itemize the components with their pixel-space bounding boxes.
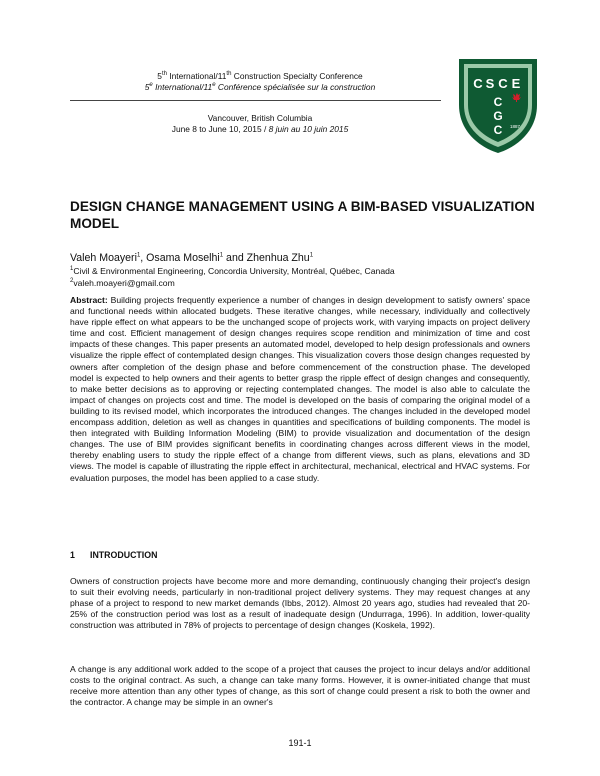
conference-dates bbox=[70, 124, 450, 135]
author-name: Zhenhua Zhu bbox=[246, 252, 310, 264]
header-divider bbox=[70, 100, 441, 101]
abstract bbox=[70, 295, 530, 484]
page-number: 191-1 bbox=[288, 738, 312, 748]
affiliation-mark: 1 bbox=[309, 252, 314, 259]
conference-text: International/11 bbox=[166, 71, 227, 81]
abstract-label: Abstract: bbox=[70, 295, 108, 305]
logo-letter: G bbox=[493, 109, 503, 123]
superscript: e bbox=[149, 82, 153, 89]
affiliation-text: Civil & Environmental Engineering, Concordia University, Montréal, Québec, Canada bbox=[73, 266, 395, 276]
abstract-text: Building projects frequently experience a number of changes in design development to satisfy owners' space and functional needs within allocated budgets. These iterative changes, while necessary, individually and collectively have ripple effect on what appears to be the unchanged scope of projects work, with varying impacts on project delivery time and cost. Efficient management of design changes requires scope rendition and minimization of time and cost impacts of these changes. This paper presents an automated model, developed to help design professionals and owners visualize the ripple effect of contemplated design changes. This visualization covers those design changes requested by owners after completion of the design phase and before commencement of the construction phase. The developed model is expected to help owners and their agents to better grasp the ripple effect of design changes and consequently, to make better decisions as to approving or rejecting contemplated changes. The model is also able to calculate the impact of changes on projects cost and time. The model is developed on the basis of comparing the original model of a building to its revised model, which incorporates the introduced changes. The changes included in the developed model encompass addition, deletion as well as changes in quantities and specifications of building components. The model is then integrated with Building Information Modeling (BIM) to provide visualization and documentation of the design changes. The use of BIM provides significant benefits in coordinating changes across different views in the model, thereby enabling users to study the ripple effect of a change from different views, such as plans, elevations and 3D views. The model is capable of illustrating the ripple effect in architectural, mechanical, electrical and HVAC systems. For evaluation purposes, the model has been applied to a case study. bbox=[70, 295, 530, 483]
affiliation-mark: 2 bbox=[70, 278, 74, 285]
paper-title: DESIGN CHANGE MANAGEMENT USING A BIM-BASED VISUALIZATION MODEL bbox=[70, 199, 535, 231]
logo-letter: S bbox=[485, 76, 495, 91]
edition-number: 5 bbox=[144, 82, 150, 92]
logo-letter: E bbox=[511, 76, 521, 91]
section-heading bbox=[70, 550, 157, 560]
author-email bbox=[70, 278, 175, 288]
superscript: e bbox=[212, 82, 216, 89]
affiliation bbox=[70, 266, 395, 276]
affiliation-mark: 1 bbox=[219, 252, 224, 259]
section-number: 1 bbox=[70, 550, 75, 560]
conference-text: Conférence spécialisée sur la construction bbox=[215, 82, 376, 92]
conference-venue: Vancouver, British Columbia bbox=[207, 113, 313, 123]
intro-paragraph: Owners of construction projects have become more and more demanding, continuously changing their project's design to suit their evolving needs, particularly in non-traditional project delivery systems. They may request changes at any phase of a project to respond to new market demands (Ibbs, 2012). Almost 20 years ago, studies had revealed that 20-25% of the construction period was lost as a result of inadequate design (Undurraga, 1996). In addition, lower-quality construction was attributed in 78% of projects to percentage of design changes (Koskela, 1992). bbox=[70, 576, 530, 631]
conference-title-french bbox=[70, 82, 450, 93]
edition-number: 5 bbox=[157, 71, 162, 81]
dates-english: June 8 to June 10, 2015 / bbox=[171, 124, 269, 134]
affiliation-mark: 1 bbox=[136, 252, 141, 259]
logo-year: 1887 bbox=[509, 124, 521, 129]
author-separator: , bbox=[140, 252, 147, 264]
csce-logo bbox=[455, 55, 541, 155]
superscript: th bbox=[226, 71, 232, 78]
conference-text: International/11 bbox=[152, 82, 213, 92]
conference-title-english bbox=[70, 71, 450, 82]
logo-letter: C bbox=[493, 95, 503, 109]
section-title: INTRODUCTION bbox=[90, 550, 158, 560]
author-separator: and bbox=[223, 252, 247, 264]
author-name: Valeh Moayeri bbox=[70, 252, 137, 264]
superscript: th bbox=[161, 71, 167, 78]
logo-letter: C bbox=[473, 76, 483, 91]
email-text: valeh.moayeri@gmail.com bbox=[73, 278, 175, 288]
conference-text: Construction Specialty Conference bbox=[231, 71, 363, 81]
logo-letter: C bbox=[493, 123, 503, 137]
author-list bbox=[70, 252, 313, 264]
logo-letter: C bbox=[498, 76, 508, 91]
author-name: Osama Moselhi bbox=[146, 252, 220, 264]
affiliation-mark: 1 bbox=[70, 266, 74, 273]
intro-paragraph: A change is any additional work added to the scope of a project that causes the project to incur delays and/or additional costs to the original contract. As such, a change can take many forms. However, it is owner-initiated change that must receive more attention than any other types of change, as this sort of change could present a risk to both the owner and the contractor. A change may be simple in an owner's bbox=[70, 664, 530, 708]
dates-french: 8 juin au 10 juin 2015 bbox=[268, 124, 349, 134]
